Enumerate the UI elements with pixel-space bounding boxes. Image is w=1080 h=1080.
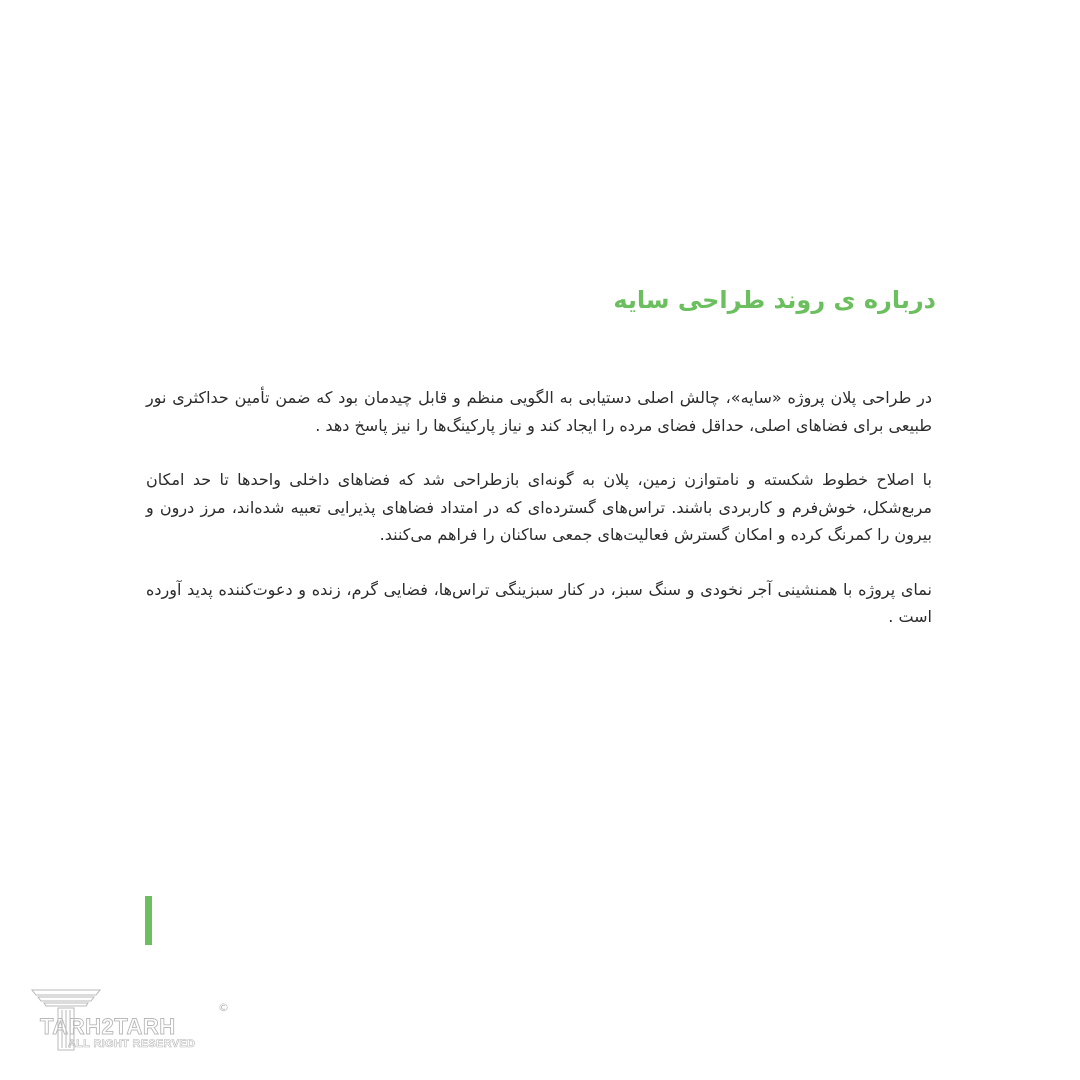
article-body <box>146 384 932 658</box>
accent-bar <box>145 896 152 945</box>
logo-tagline: ALL RIGHT RESERVED <box>68 1038 196 1050</box>
copyright-icon: © <box>218 1001 229 1014</box>
paragraph-facade: نمای پروژه با همنشینی آجر نخودی و سنگ سبز، در کنار سبزینگی تراس‌ها، فضایی گرم، زنده و دعوت‌کننده پدید آورده است . <box>146 579 932 626</box>
paragraph-plan: در طراحی پلان پروژه «سایه»، چالش اصلی دستیابی به الگویی منظم و قابل چیدمان بود که ضمن تأمین حداکثری نور طبیعی برای فضاهای اصلی، حداقل فضای مرده را ایجاد کند و نیاز پارکینگ‌ها را نیز پاسخ دهد . <box>146 388 932 435</box>
page-title: درباره ی روند طراحی سایه <box>613 286 936 314</box>
paragraph-layout: با اصلاح خطوط شکسته و نامتوازن زمین، پلان به گونه‌ای بازطراحی شد که فضاهای داخلی واحدها تا حد امکان مربع‌شکل، خوش‌فرم و کاربردی باشند. تراس‌های گسترده‌ای که در امتداد فضاهای پذیرایی تعبیه شده‌اند، مرز درون و بیرون را کمرنگ کرده و امکان گسترش فعالیت‌های جمعی ساکنان را فراهم می‌کنند. <box>146 470 932 544</box>
logo-wordmark: TARH2TARH <box>40 1014 176 1039</box>
